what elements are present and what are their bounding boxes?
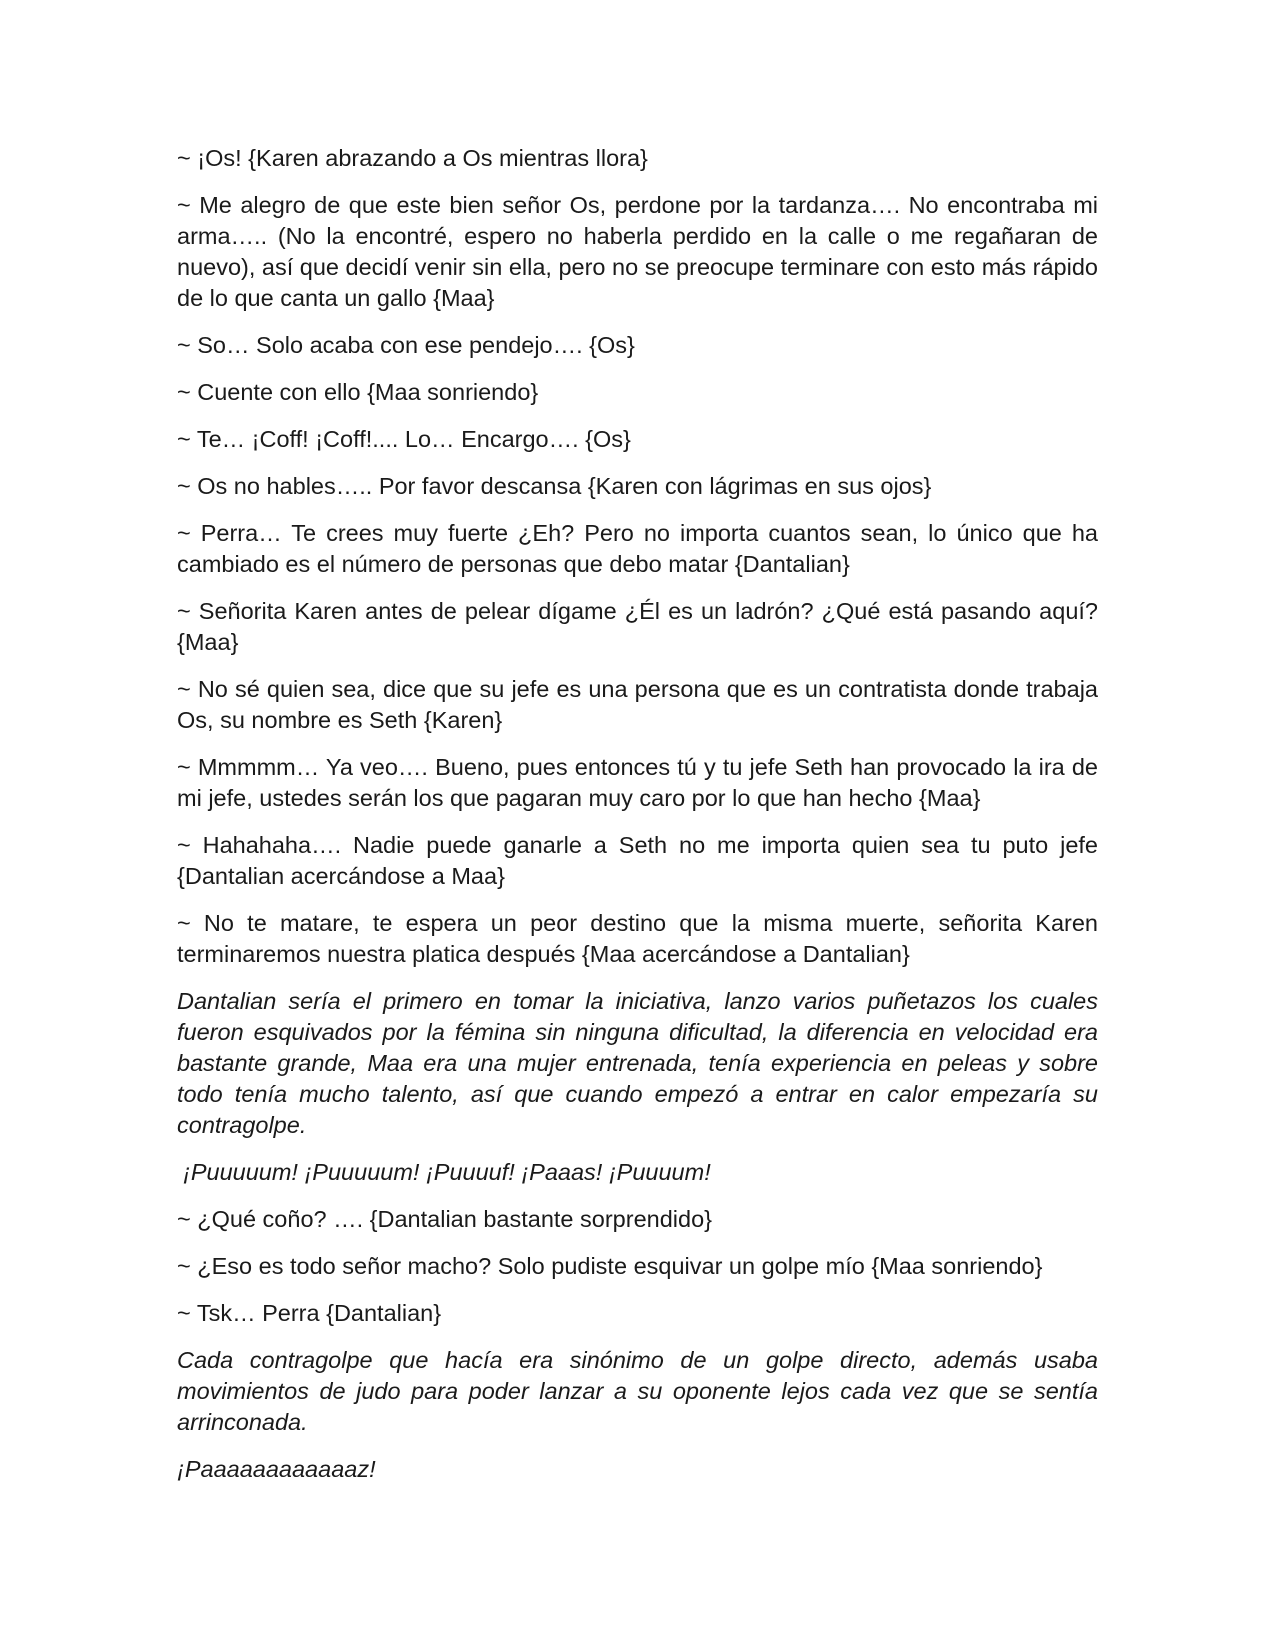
dialogue-paragraph: ~ Hahahaha…. Nadie puede ganarle a Seth no me importa quien sea tu puto jefe {Dantalian acercándose a Maa} [177,832,1098,889]
sound-effect-paragraph: ¡Paaaaaaaaaaaaz! [177,1456,376,1482]
dialogue-paragraph: ~ ¿Qué coño? …. {Dantalian bastante sorprendido} [177,1206,712,1232]
dialogue-paragraph: ~ Señorita Karen antes de pelear dígame ¿Él es un ladrón? ¿Qué está pasando aquí? {Maa} [177,598,1098,655]
dialogue-paragraph: ~ Os no hables….. Por favor descansa {Karen con lágrimas en sus ojos} [177,473,932,499]
dialogue-paragraph: ~ No sé quien sea, dice que su jefe es una persona que es un contratista donde trabaja Os, su nombre es Seth {Karen} [177,676,1098,733]
dialogue-paragraph: ~ ¡Os! {Karen abrazando a Os mientras llora} [177,145,648,171]
dialogue-paragraph: ~ Te… ¡Coff! ¡Coff!.... Lo… Encargo…. {Os} [177,426,631,452]
sound-effect-paragraph: ¡Puuuuum! ¡Puuuuum! ¡Puuuuf! ¡Paaas! ¡Puuuum! [183,1159,711,1185]
narration-paragraph: Cada contragolpe que hacía era sinónimo de un golpe directo, además usaba movimientos de judo para poder lanzar a su oponente lejos cada vez que se sentía arrinconada. [177,1347,1098,1435]
dialogue-paragraph: ~ Perra… Te crees muy fuerte ¿Eh? Pero no importa cuantos sean, lo único que ha cambiado es el número de personas que debo matar {Dantalian} [177,520,1098,577]
dialogue-paragraph: ~ ¿Eso es todo señor macho? Solo pudiste esquivar un golpe mío {Maa sonriendo} [177,1253,1043,1279]
dialogue-paragraph: ~ So… Solo acaba con ese pendejo…. {Os} [177,332,635,358]
dialogue-paragraph: ~ Mmmmm… Ya veo…. Bueno, pues entonces tú y tu jefe Seth han provocado la ira de mi jefe, ustedes serán los que pagaran muy caro por lo que han hecho {Maa} [177,754,1098,811]
document-page [177,143,1098,1501]
narration-paragraph: Dantalian sería el primero en tomar la iniciativa, lanzo varios puñetazos los cuales fueron esquivados por la fémina sin ninguna dificultad, la diferencia en velocidad era bastante grande, Maa era una mujer entrenada, tenía experiencia en peleas y sobre todo tenía mucho talento, así que cuando empezó a entrar en calor empezaría su contragolpe. [177,988,1098,1138]
dialogue-paragraph: ~ Cuente con ello {Maa sonriendo} [177,379,539,405]
dialogue-paragraph: ~ Me alegro de que este bien señor Os, perdone por la tardanza…. No encontraba mi arma….. (No la encontré, espero no haberla perdido en la calle o me regañaran de nuevo), así que decidí venir sin ella, pero no se preocupe terminare con esto más rápido de lo que canta un gallo {Maa} [177,192,1098,311]
dialogue-paragraph: ~ Tsk… Perra {Dantalian} [177,1300,442,1326]
dialogue-paragraph: ~ No te matare, te espera un peor destino que la misma muerte, señorita Karen terminaremos nuestra platica después {Maa acercándose a Dantalian} [177,910,1098,967]
